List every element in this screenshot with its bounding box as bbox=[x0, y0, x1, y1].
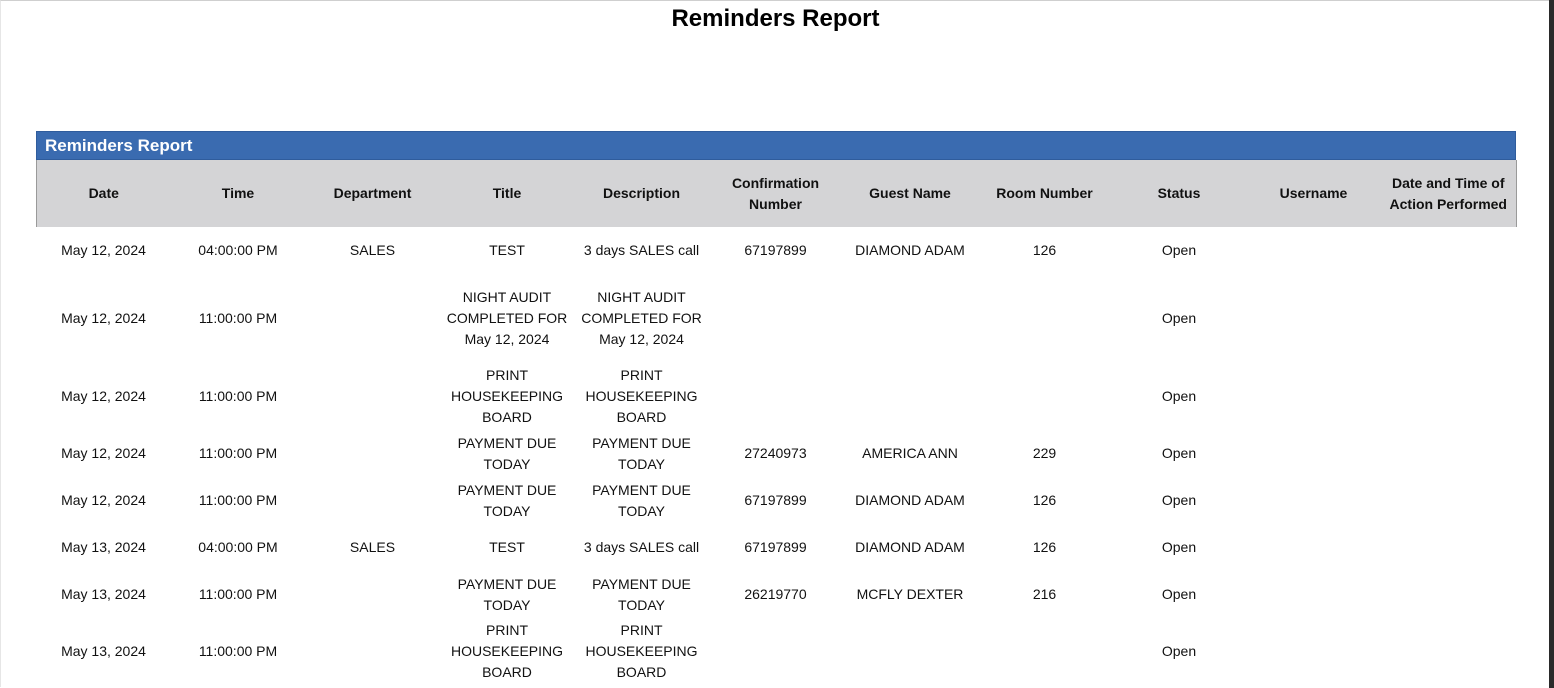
cell-date: May 12, 2024 bbox=[61, 492, 146, 508]
cell-title: TEST bbox=[489, 242, 525, 258]
window-edge bbox=[1549, 0, 1554, 688]
cell-guest: DIAMOND ADAM bbox=[855, 242, 965, 258]
cell-action-time bbox=[1381, 227, 1517, 274]
cell-room: 126 bbox=[1032, 492, 1057, 508]
cell-username bbox=[1247, 618, 1381, 685]
cell-action-time bbox=[1381, 477, 1517, 524]
cell-status: Open bbox=[1161, 586, 1197, 602]
cell-status: Open bbox=[1161, 539, 1197, 555]
cell-status: Open bbox=[1161, 242, 1197, 258]
cell-username bbox=[1247, 274, 1381, 363]
cell-confirmation: 27240973 bbox=[744, 445, 807, 461]
cell-time: 11:00:00 PM bbox=[198, 586, 278, 602]
column-header-date: Date bbox=[37, 160, 171, 227]
column-header-status: Status bbox=[1112, 160, 1247, 227]
cell-title: PAYMENT DUE TODAY bbox=[457, 434, 557, 472]
page-title: Reminders Report bbox=[671, 5, 880, 32]
cell-room bbox=[978, 363, 1112, 430]
cell-guest: DIAMOND ADAM bbox=[855, 492, 965, 508]
cell-description: 3 days SALES call bbox=[583, 242, 700, 258]
cell-department bbox=[306, 430, 440, 477]
cell-time: 11:00:00 PM bbox=[198, 643, 278, 659]
column-header-confirmation-number: Confirmation Number bbox=[709, 160, 843, 227]
cell-title: TEST bbox=[489, 539, 525, 555]
cell-confirmation: 67197899 bbox=[744, 242, 807, 258]
cell-guest: MCFLY DEXTER bbox=[856, 586, 964, 602]
cell-department bbox=[306, 363, 440, 430]
cell-guest: AMERICA ANN bbox=[862, 445, 958, 461]
cell-time: 11:00:00 PM bbox=[198, 492, 278, 508]
cell-department: SALES bbox=[349, 242, 396, 258]
cell-description: PRINT HOUSEKEEPING BOARD bbox=[585, 367, 698, 425]
cell-guest: DIAMOND ADAM bbox=[855, 539, 965, 555]
column-header-room-number: Room Number bbox=[978, 160, 1112, 227]
column-header-username: Username bbox=[1247, 160, 1381, 227]
reminders-table bbox=[36, 160, 1517, 685]
column-header-department: Department bbox=[306, 160, 440, 227]
cell-time: 11:00:00 PM bbox=[198, 310, 278, 326]
cell-username bbox=[1247, 363, 1381, 430]
cell-time: 11:00:00 PM bbox=[198, 388, 278, 404]
cell-time: 04:00:00 PM bbox=[198, 539, 278, 555]
cell-room: 216 bbox=[1032, 586, 1057, 602]
cell-description: PAYMENT DUE TODAY bbox=[592, 434, 691, 472]
cell-title: PRINT HOUSEKEEPING BOARD bbox=[450, 367, 564, 425]
cell-room bbox=[978, 618, 1112, 685]
cell-date: May 12, 2024 bbox=[61, 242, 146, 258]
cell-confirmation: 26219770 bbox=[744, 586, 807, 602]
cell-department: SALES bbox=[349, 539, 396, 555]
cell-guest bbox=[843, 618, 978, 685]
cell-description: PAYMENT DUE TODAY bbox=[592, 575, 691, 613]
cell-department bbox=[306, 274, 440, 363]
cell-status: Open bbox=[1161, 643, 1197, 659]
cell-guest bbox=[843, 363, 978, 430]
cell-status: Open bbox=[1161, 492, 1197, 508]
cell-time: 11:00:00 PM bbox=[198, 445, 278, 461]
cell-action-time bbox=[1381, 618, 1517, 685]
cell-username bbox=[1247, 430, 1381, 477]
cell-description: PAYMENT DUE TODAY bbox=[592, 481, 691, 519]
table-header-row bbox=[37, 160, 1517, 227]
section-header: Reminders Report bbox=[36, 131, 1516, 160]
table-row bbox=[37, 274, 1517, 363]
cell-department bbox=[306, 618, 440, 685]
cell-title: NIGHT AUDIT COMPLETED FOR May 12, 2024 bbox=[446, 289, 568, 347]
table-row bbox=[37, 618, 1517, 685]
table-row bbox=[37, 227, 1517, 274]
cell-username bbox=[1247, 524, 1381, 571]
table-row bbox=[37, 524, 1517, 571]
cell-confirmation: 67197899 bbox=[744, 492, 807, 508]
cell-department bbox=[306, 477, 440, 524]
cell-time: 04:00:00 PM bbox=[198, 242, 278, 258]
cell-date: May 13, 2024 bbox=[61, 539, 146, 555]
cell-username bbox=[1247, 571, 1381, 618]
cell-title: PAYMENT DUE TODAY bbox=[457, 575, 557, 613]
column-header-time: Time bbox=[171, 160, 306, 227]
cell-action-time bbox=[1381, 571, 1517, 618]
table-row bbox=[37, 430, 1517, 477]
cell-status: Open bbox=[1161, 388, 1197, 404]
cell-room: 126 bbox=[1032, 539, 1057, 555]
table-row bbox=[37, 477, 1517, 524]
cell-department bbox=[306, 571, 440, 618]
cell-status: Open bbox=[1161, 310, 1197, 326]
cell-title: PAYMENT DUE TODAY bbox=[457, 481, 557, 519]
cell-date: May 12, 2024 bbox=[61, 310, 146, 326]
cell-date: May 13, 2024 bbox=[61, 643, 146, 659]
column-header-guest-name: Guest Name bbox=[843, 160, 978, 227]
cell-description: NIGHT AUDIT COMPLETED FOR May 12, 2024 bbox=[581, 289, 702, 347]
reminders-section bbox=[36, 131, 1516, 685]
cell-confirmation bbox=[709, 618, 843, 685]
cell-username bbox=[1247, 477, 1381, 524]
cell-date: May 12, 2024 bbox=[61, 445, 146, 461]
cell-room bbox=[978, 274, 1112, 363]
cell-date: May 13, 2024 bbox=[61, 586, 146, 602]
column-header-description: Description bbox=[575, 160, 709, 227]
cell-action-time bbox=[1381, 524, 1517, 571]
cell-confirmation bbox=[709, 274, 843, 363]
cell-action-time bbox=[1381, 363, 1517, 430]
table-row bbox=[37, 363, 1517, 430]
cell-date: May 12, 2024 bbox=[61, 388, 146, 404]
table-row bbox=[37, 571, 1517, 618]
column-header-title: Title bbox=[440, 160, 575, 227]
cell-status: Open bbox=[1161, 445, 1197, 461]
cell-guest bbox=[843, 274, 978, 363]
cell-username bbox=[1247, 227, 1381, 274]
cell-description: PRINT HOUSEKEEPING BOARD bbox=[585, 622, 698, 680]
cell-title: PRINT HOUSEKEEPING BOARD bbox=[450, 622, 564, 680]
cell-description: 3 days SALES call bbox=[583, 539, 700, 555]
cell-action-time bbox=[1381, 430, 1517, 477]
cell-room: 126 bbox=[1032, 242, 1057, 258]
cell-confirmation bbox=[709, 363, 843, 430]
cell-action-time bbox=[1381, 274, 1517, 363]
cell-confirmation: 67197899 bbox=[744, 539, 807, 555]
cell-room: 229 bbox=[1032, 445, 1057, 461]
column-header-action-time: Date and Time of Action Performed bbox=[1381, 160, 1517, 227]
